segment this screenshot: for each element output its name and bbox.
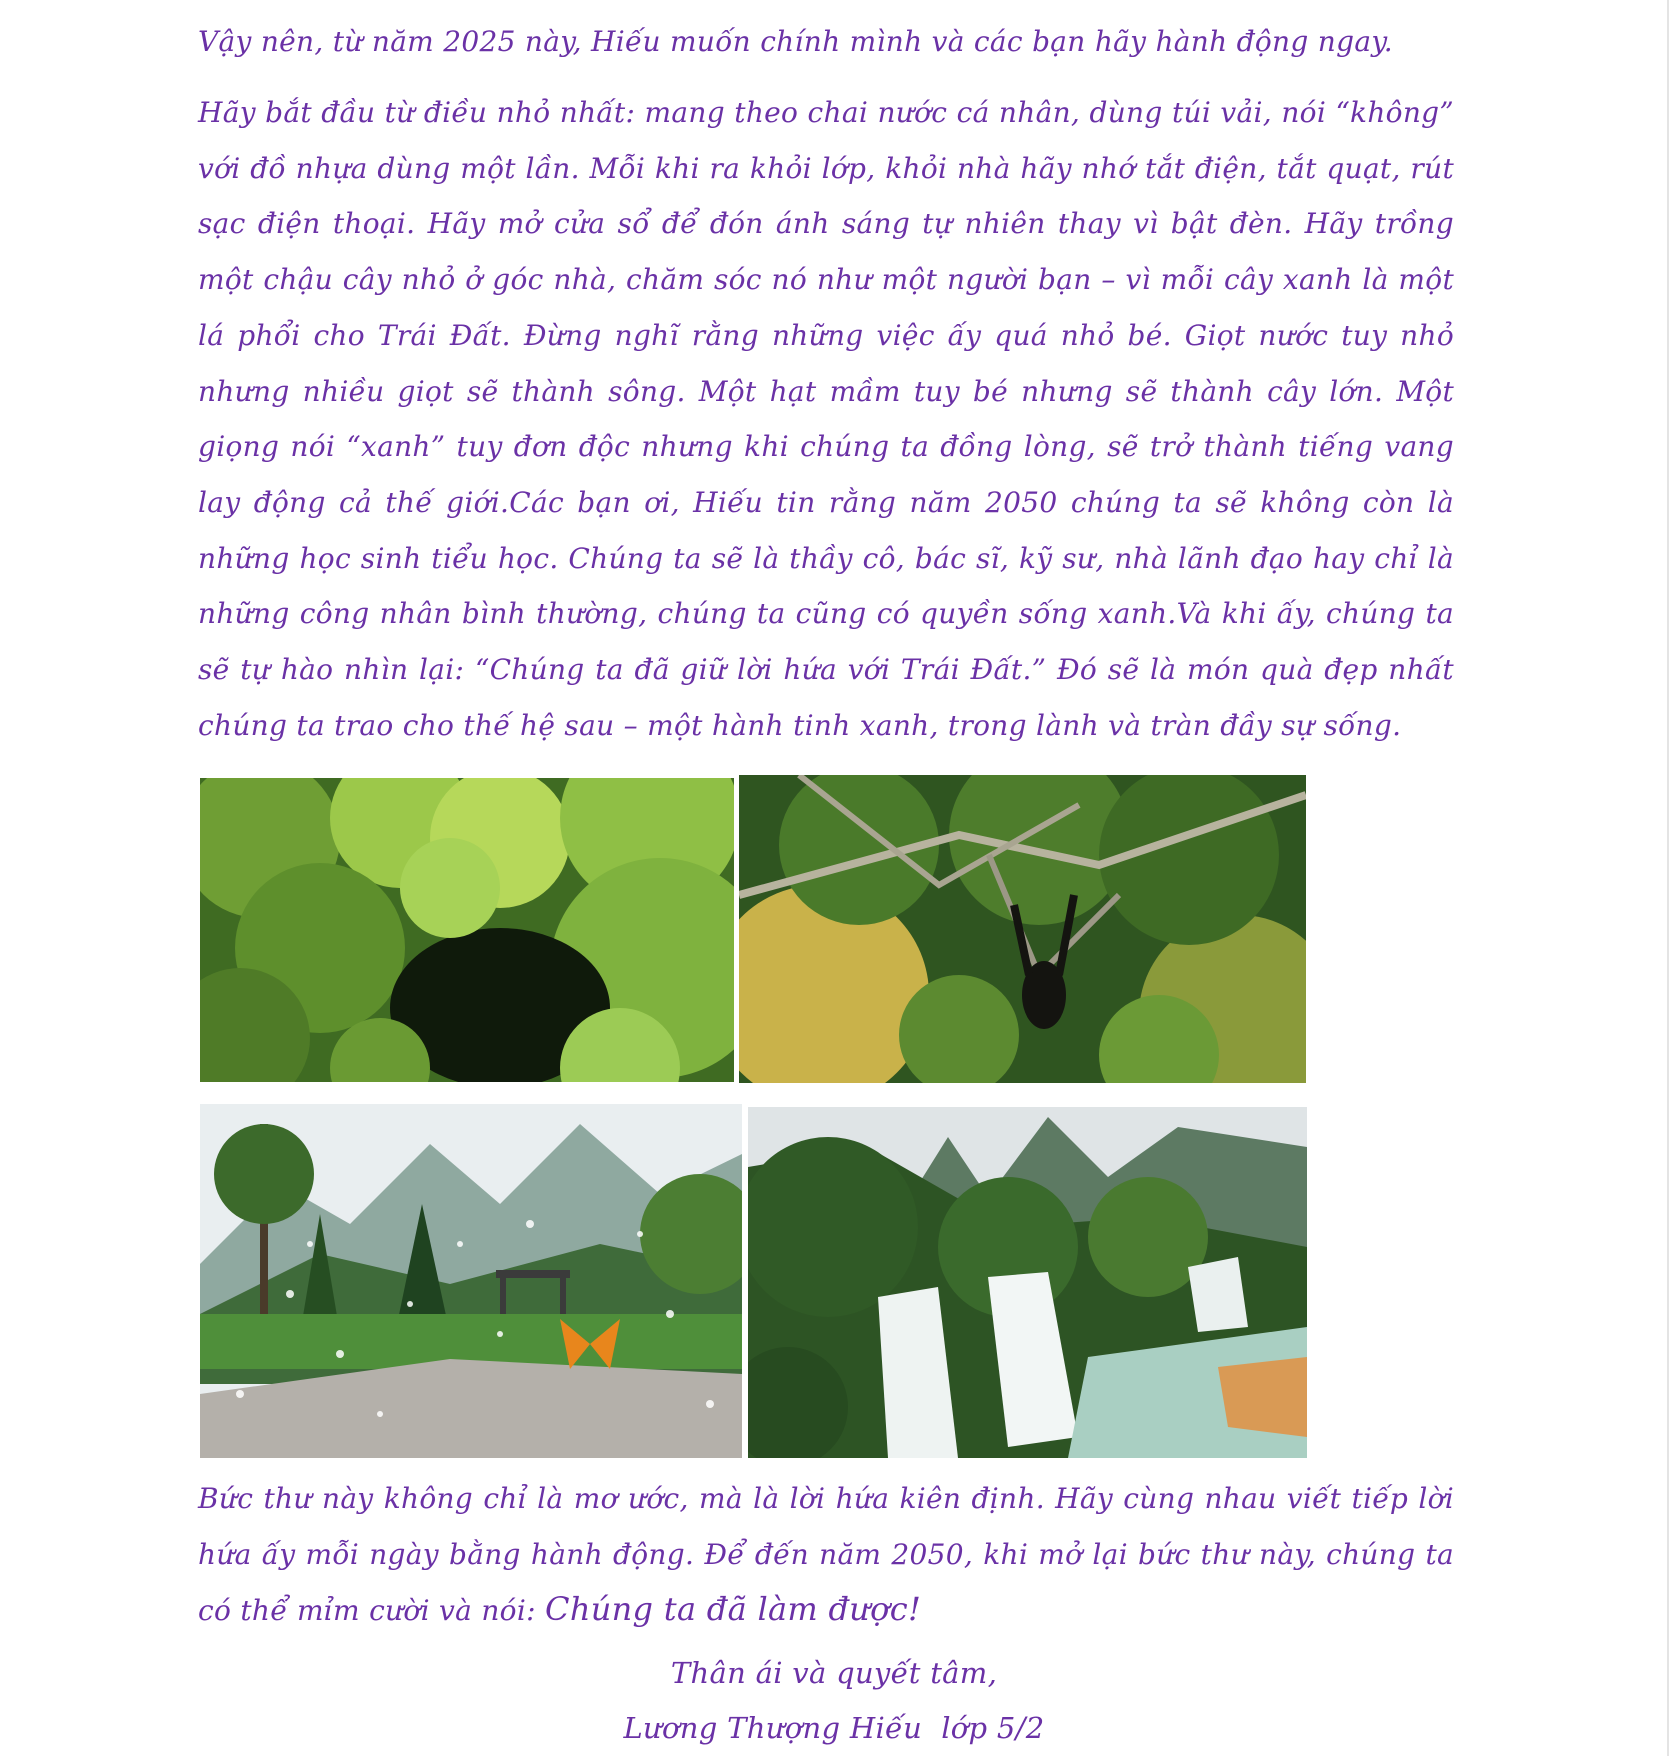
- closing-emphasis: Chúng ta đã làm được!: [545, 1590, 922, 1629]
- photo-waterfall: [748, 1107, 1307, 1458]
- page-edge: [1667, 0, 1669, 1756]
- photo-primate-in-tree: [739, 775, 1306, 1083]
- sign-off: Thân ái và quyết tâm,: [670, 1656, 998, 1690]
- paragraph-intro: Vậy nên, từ năm 2025 này, Hiếu muốn chính mình và các bạn hãy hành động ngay.: [198, 25, 1393, 58]
- closing-text: Bức thư này không chỉ là mơ ước, mà là lời hứa kiên định. Hãy cùng nhau viết tiếp lời hứa ấy mỗi ngày bằng hành động. Để đến năm 2050, khi mở lại bức thư này, chúng ta có thể mỉm cười và nói:: [198, 1482, 1454, 1628]
- paragraph-closing: [198, 1471, 1454, 1639]
- signature: Lương Thượng Hiếu lớp 5/2: [623, 1711, 1045, 1745]
- photo-forest-canopy: [200, 778, 734, 1082]
- photo-butterfly-valley: [200, 1104, 742, 1458]
- paragraph-actions: Hãy bắt đầu từ điều nhỏ nhất: mang theo chai nước cá nhân, dùng túi vải, nói “không” với đồ nhựa dùng một lần. Mỗi khi ra khỏi lớp, khỏi nhà hãy nhớ tắt điện, tắt quạt, rút sạc điện thoại. Hãy mở cửa sổ để đón ánh sáng tự nhiên thay vì bật đèn. Hãy trồng một chậu cây nhỏ ở góc nhà, chăm sóc nó như một người bạn – vì mỗi cây xanh là một lá phổi cho Trái Đất. Đừng nghĩ rằng những việc ấy quá nhỏ bé. Giọt nước tuy nhỏ nhưng nhiều giọt sẽ thành sông. Một hạt mầm tuy bé nhưng sẽ thành cây lớn. Một giọng nói “xanh” tuy đơn độc nhưng khi chúng ta đồng lòng, sẽ trở thành tiếng vang lay động cả thế giới.Các bạn ơi, Hiếu tin rằng năm 2050 chúng ta sẽ không còn là những học sinh tiểu học. Chúng ta sẽ là thầy cô, bác sĩ, kỹ sư, nhà lãnh đạo hay chỉ là những công nhân bình thường, chúng ta cũng có quyền sống xanh.Và khi ấy, chúng ta sẽ tự hào nhìn lại: “Chúng ta đã giữ lời hứa với Trái Đất.” Đó sẽ là món quà đẹp nhất chúng ta trao cho thế hệ sau – một hành tinh xanh, trong lành và tràn đầy sự sống.: [198, 96, 1454, 742]
